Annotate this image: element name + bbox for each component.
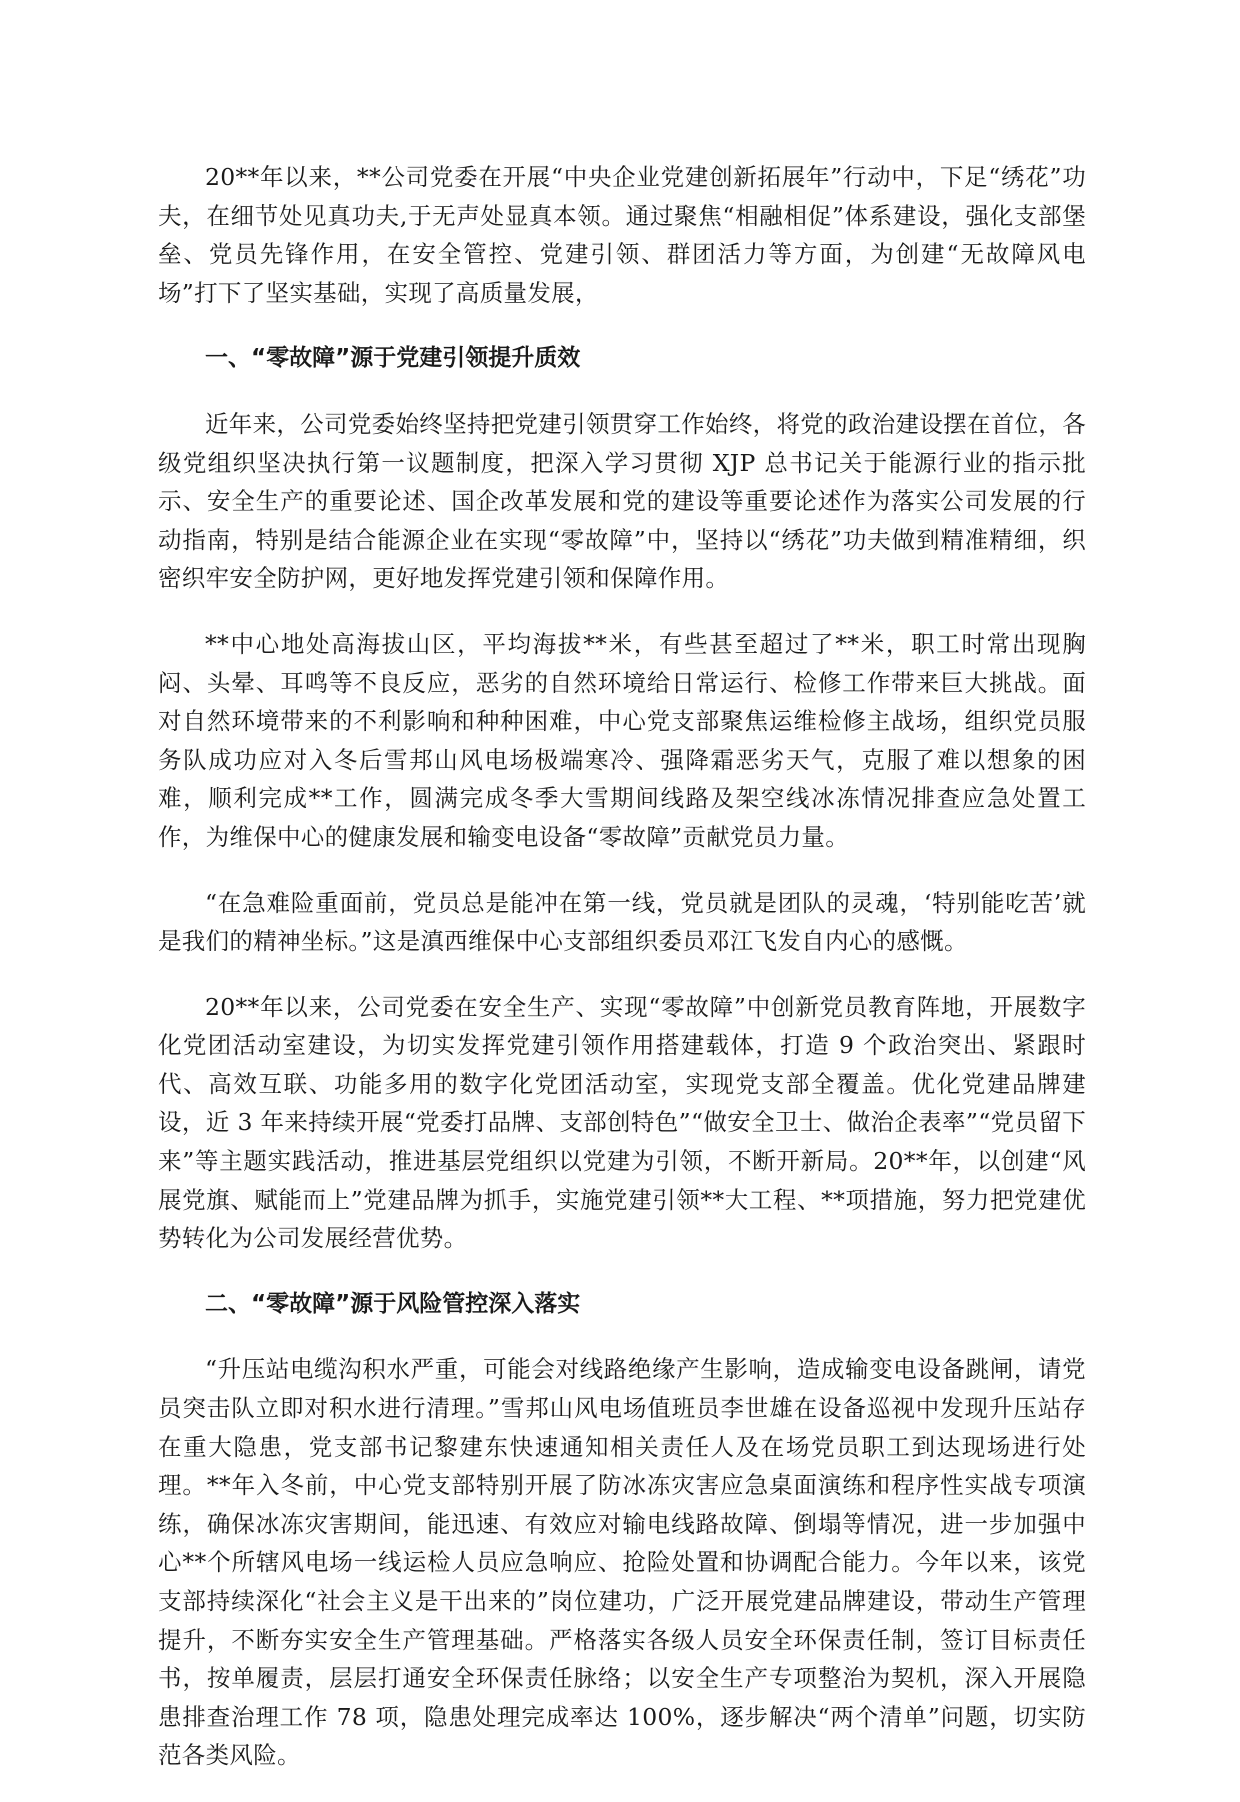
section-heading-1: 一、“零故障”源于党建引领提升质效	[205, 345, 581, 372]
paragraph-risk-control: “升压站电缆沟积水严重，可能会对线路绝缘产生影响，造成输变电设备跳闸，请党员突击队立即对积水进行清理。”雪邦山风电场值班员李世雄在设备巡视中发现升压站存在重大隐患，党支部书记黎建东快速通知相关责任人及在场党员职工到达现场进行处理。**年入冬前，中心党支部特别开展了防冰冻灾害应急桌面演练和程序性实战专项演练，确保冰冻灾害期间，能迅速、有效应对输电线路故障、倒塌等情况，进一步加强中心**个所辖风电场一线运检人员应急响应、抢险处置和协调配合能力。今年以来，该党支部持续深化“社会主义是干出来的”岗位建功，广泛开展党建品牌建设，带动生产管理提升，不断夯实安全生产管理基础。严格落实各级人员安全环保责任制，签订目标责任书，按单履责，层层打通安全环保责任脉络；以安全生产专项整治为契机，深入开展隐患排查治理工作 78 项，隐患处理完成率达 100%，逐步解决“两个清单”问题，切实防范各类风险。	[158, 1355, 1086, 1770]
paragraph-party-leadership: 近年来，公司党委始终坚持把党建引领贯穿工作始终，将党的政治建设摆在首位，各级党组织坚决执行第一议题制度，把深入学习贯彻 XJP 总书记关于能源行业的指示批示、安全生产的重要论述、国企改革发展和党的建设等重要论述作为落实公司发展的行动指南，特别是结合能源企业在实现“零故障”中，坚持以“绣花”功夫做到精准精细，织密织牢安全防护网，更好地发挥党建引领和保障作用。	[158, 409, 1086, 593]
paragraph-intro: 20**年以来，**公司党委在开展“中央企业党建创新拓展年”行动中，下足“绣花”功夫，在细节处见真功夫,于无声处显真本领。通过聚焦“相融相促”体系建设，强化支部堡垒、党员先锋作用，在安全管控、党建引领、群团活力等方面，为创建“无故障风电场”打下了坚实基础，实现了高质量发展，	[158, 163, 1086, 307]
section-heading-2: 二、“零故障”源于风险管控深入落实	[205, 1290, 581, 1317]
paragraph-digital-activity-room: 20**年以来，公司党委在安全生产、实现“零故障”中创新党员教育阵地，开展数字化党团活动室建设，为切实发挥党建引领作用搭建载体，打造 9 个政治突出、紧跟时代、高效互联、功能多用的数字化党团活动室，实现党支部全覆盖。优化党建品牌建设，近 3 年来持续开展“党委打品牌、支部创特色”“做安全卫士、做治企表率”“党员留下来”等主题实践活动，推进基层党组织以党建为引领，不断开新局。20**年，以创建“风展党旗、赋能而上”党建品牌为抓手，实施党建引领**大工程、**项措施，努力把党建优势转化为公司发展经营优势。	[158, 992, 1086, 1253]
paragraph-quote: “在急难险重面前，党员总是能冲在第一线，党员就是团队的灵魂，‘特别能吃苦’就是我们的精神坐标。”这是滇西维保中心支部组织委员邓江飞发自内心的感慨。	[158, 888, 1086, 956]
paragraph-high-altitude: **中心地处高海拔山区，平均海拔**米，有些甚至超过了**米，职工时常出现胸闷、头晕、耳鸣等不良反应，恶劣的自然环境给日常运行、检修工作带来巨大挑战。面对自然环境带来的不利影响和种种困难，中心党支部聚焦运维检修主战场，组织党员服务队成功应对入冬后雪邦山风电场极端寒冷、强降霜恶劣天气，克服了难以想象的困难，顺利完成**工作，圆满完成冬季大雪期间线路及架空线冰冻情况排查应急处置工作，为维保中心的健康发展和输变电设备“零故障”贡献党员力量。	[158, 629, 1086, 851]
document-body	[158, 158, 1086, 1802]
